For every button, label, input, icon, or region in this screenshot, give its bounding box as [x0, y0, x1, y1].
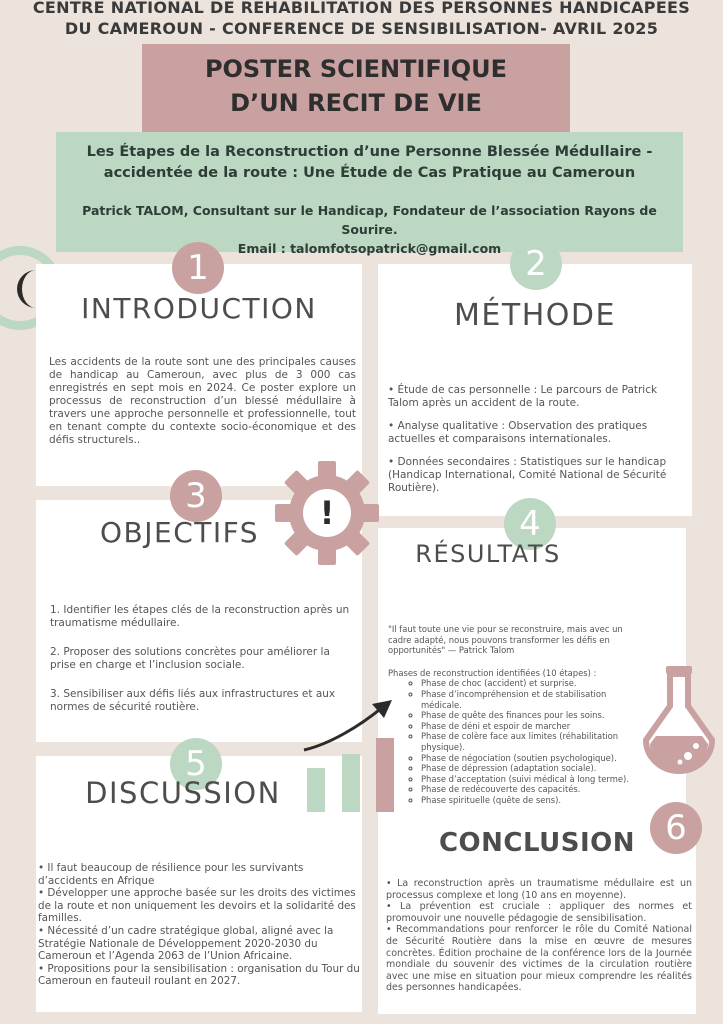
discussion-title: DISCUSSION	[85, 776, 281, 810]
phase-item: ◦ Phase spirituelle (quête de sens).	[421, 795, 638, 806]
phase-item: ◦ Phase de quête des finances pour les soins.	[421, 710, 638, 721]
section-number-5: 5	[170, 738, 222, 790]
objectif-item: 3. Sensibiliser aux défis liés aux infrastructures et aux normes de sécurité routière.	[50, 688, 336, 713]
poster-title-line-1: POSTER SCIENTIFIQUE	[204, 55, 508, 83]
conclusion-list	[386, 878, 692, 994]
section-number-1: 1	[172, 242, 224, 294]
phase-item: ◦ Phase de choc (accident) et surprise.	[421, 678, 638, 689]
flask-icon	[636, 662, 722, 782]
discussion-item: • Il faut beaucoup de résilience pour les survivants d’accidents en Afrique	[38, 862, 304, 887]
discussion-list	[38, 862, 360, 988]
phases-intro: Phases de reconstruction identifiées (10 étapes) :	[388, 667, 597, 678]
study-info-box	[56, 132, 683, 256]
resultats-quote: "Il faut toute une vie pour se reconstruire, mais avec un cadre adapté, nous pouvons transformer les défis en opportunités" — Patrick Talom	[388, 624, 623, 656]
conference-header	[0, 0, 723, 37]
conclusion-item: • Recommandations pour renforcer le rôle du Comité National de Sécurité Routière dans la mise en œuvre de mesures concrètes. Édition prochaine de la conférence lors de la Journée mondiale du souvenir des victimes de la circulation routière avec une mise en situation pour mieux comprendre les réalités des personnes handicapées.	[386, 924, 692, 994]
conclusion-item: • La prévention est cruciale : appliquer des normes et promouvoir une nouvelle pédagogie de sensibilisation.	[386, 901, 692, 924]
study-title-line-1: Les Étapes de la Reconstruction d’une Personne Blessée Médullaire -	[86, 144, 653, 160]
email-line: Email : talomfotsopatrick@gmail.com	[237, 241, 502, 256]
section-number-4: 4	[504, 498, 556, 550]
section-number-3: 3	[170, 470, 222, 522]
methode-title: MÉTHODE	[454, 298, 616, 333]
discussion-item: • Nécessité d’un cadre stratégique global, aligné avec la Stratégie Nationale de Développement 2020-2030 du Cameroun et l’Agenda 2063 de l’Union Africaine.	[38, 924, 334, 963]
phase-item: ◦ Phase de déni et espoir de marcher	[421, 721, 638, 732]
objectifs-title: OBJECTIFS	[100, 516, 259, 549]
resultats-content	[388, 624, 638, 806]
section-number-2: 2	[510, 238, 562, 290]
poster-title-line-2: D’UN RECIT DE VIE	[230, 89, 482, 117]
discussion-item: • Développer une approche basée sur les droits des victimes de la route et non uniquement les devoirs et la solidarité des familles.	[38, 887, 356, 925]
phase-item: ◦ Phase de colère face aux limites (réhabilitation physique).	[421, 731, 638, 752]
objectif-item: 1. Identifier les étapes clés de la reconstruction après un traumatisme médullaire.	[50, 604, 350, 629]
methode-item: • Étude de cas personnelle : Le parcours de Patrick Talom après un accident de la route.	[388, 384, 658, 409]
conclusion-item: • La reconstruction après un traumatisme médullaire est un processus complexe et long (10 ans en moyenne).	[386, 878, 692, 901]
chart-bar-decoration	[307, 768, 325, 812]
introduction-title: INTRODUCTION	[81, 292, 317, 325]
study-title	[56, 142, 683, 184]
conclusion-title: CONCLUSION	[438, 828, 636, 858]
header-line-1: CENTRE NATIONAL DE REHABILITATION DES PERSONNES HANDICAPEES	[32, 0, 691, 17]
phase-item: ◦ Phase de redécouverte des capacités.	[421, 784, 638, 795]
discussion-item: • Propositions pour la sensibilisation : organisation du Tour du Cameroun en fauteuil roulant en 2027.	[38, 962, 360, 988]
methode-list	[388, 384, 686, 505]
chart-bar-decoration	[342, 754, 360, 812]
phase-item: ◦ Phase de dépression (adaptation sociale).	[421, 763, 638, 774]
gear-exclamation: !	[319, 494, 335, 532]
methode-item: • Analyse qualitative : Observation des pratiques actuelles et comparaisons internationales.	[388, 420, 648, 445]
phases-list	[388, 678, 638, 805]
trend-arrow-icon	[300, 696, 400, 756]
objectif-item: 2. Proposer des solutions concrètes pour améliorer la prise en charge et l’inclusion sociale.	[50, 646, 330, 671]
introduction-text: Les accidents de la route sont une des principales causes de handicap au Cameroun, avec plus de 3 000 cas enregistrés en sept mois en 2024. Ce poster explore un processus de reconstruction d’un blessé médullaire à travers une approche personnelle et professionnelle, tout en tenant compte du contexte socio-économique et des défis structurels..	[49, 356, 356, 446]
header-line-2: DU CAMEROUN - CONFERENCE DE SENSIBILISATION- AVRIL 2025	[64, 19, 659, 38]
author-block	[56, 201, 683, 258]
section-number-6: 6	[650, 802, 702, 854]
methode-item: • Données secondaires : Statistiques sur le handicap (Handicap International, Comité National de Sécurité Routière).	[388, 456, 667, 494]
poster-title-box	[142, 44, 570, 132]
phase-item: ◦ Phase de négociation (soutien psychologique).	[421, 753, 638, 764]
author-line: Patrick TALOM, Consultant sur le Handicap, Fondateur de l’association Rayons de Sourire.	[82, 203, 657, 237]
study-title-line-2: accidentée de la route : Une Étude de Cas Pratique au Cameroun	[103, 165, 636, 181]
phase-item: ◦ Phase d’incompréhension et de stabilisation médicale.	[421, 689, 638, 710]
phase-item: ◦ Phase d’acceptation (suivi médical à long terme).	[421, 774, 638, 785]
resultats-title: RÉSULTATS	[415, 540, 561, 568]
